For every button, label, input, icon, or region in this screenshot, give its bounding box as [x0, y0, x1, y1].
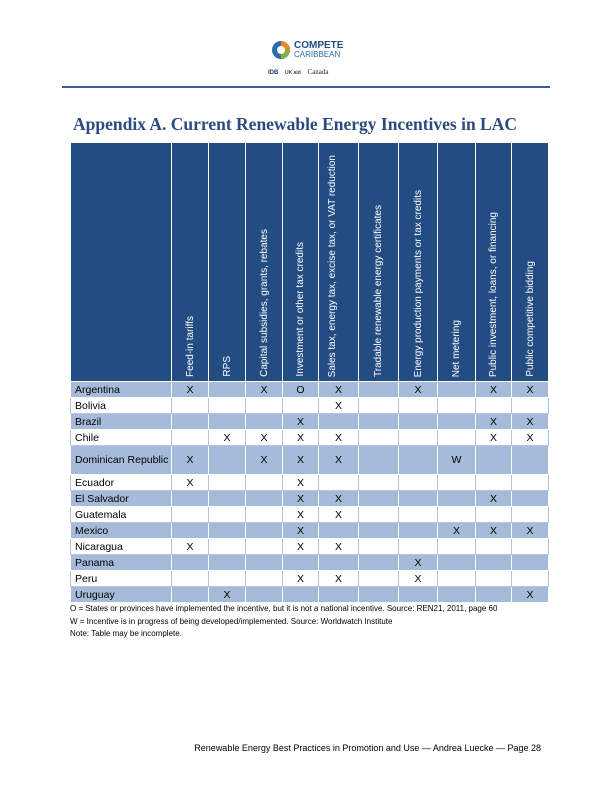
cell-col-3: O	[283, 382, 319, 398]
cell-col-1: X	[209, 587, 246, 603]
cell-col-1	[209, 555, 246, 571]
cell-col-4: X	[319, 446, 359, 475]
table-row	[71, 571, 549, 587]
cell-col-9	[512, 555, 549, 571]
table-notes	[70, 603, 548, 641]
cell-col-6: X	[399, 382, 438, 398]
cell-col-4: X	[319, 539, 359, 555]
row-country: Nicaragua	[71, 539, 172, 555]
cell-col-3: X	[283, 430, 319, 446]
row-country: Guatemala	[71, 507, 172, 523]
cell-col-2	[246, 571, 283, 587]
table-row	[71, 414, 549, 430]
cell-col-5	[359, 523, 399, 539]
cell-col-6	[399, 507, 438, 523]
cell-col-0	[172, 414, 209, 430]
header-col-2: Capital subsidies, grants, rebates	[246, 143, 283, 382]
header-col-3: Investment or other tax credits	[283, 143, 319, 382]
cell-col-8: X	[476, 430, 512, 446]
table-row	[71, 382, 549, 398]
cell-col-3: X	[283, 475, 319, 491]
cell-col-1	[209, 398, 246, 414]
cell-col-4: X	[319, 398, 359, 414]
cell-col-8	[476, 398, 512, 414]
cell-col-1	[209, 571, 246, 587]
cell-col-5	[359, 430, 399, 446]
cell-col-6	[399, 475, 438, 491]
cell-col-6	[399, 398, 438, 414]
cell-col-0: X	[172, 539, 209, 555]
cell-col-7	[438, 587, 476, 603]
header-col-4: Sales tax, energy tax, excise tax, or VAT reduction	[319, 143, 359, 382]
cell-col-9	[512, 491, 549, 507]
cell-col-3	[283, 398, 319, 414]
row-country: Panama	[71, 555, 172, 571]
row-country: El Salvador	[71, 491, 172, 507]
cell-col-2: X	[246, 430, 283, 446]
cell-col-4	[319, 523, 359, 539]
cell-col-5	[359, 398, 399, 414]
cell-col-5	[359, 507, 399, 523]
cell-col-0	[172, 430, 209, 446]
header-col-6: Energy production payments or tax credits	[399, 143, 438, 382]
cell-col-8: X	[476, 382, 512, 398]
row-country: Dominican Republic	[71, 446, 172, 475]
cell-col-9: X	[512, 414, 549, 430]
cell-col-3	[283, 587, 319, 603]
cell-col-6	[399, 491, 438, 507]
cell-col-7	[438, 414, 476, 430]
cell-col-9	[512, 446, 549, 475]
cell-col-6: X	[399, 555, 438, 571]
cell-col-3: X	[283, 539, 319, 555]
cell-col-1	[209, 382, 246, 398]
cell-col-5	[359, 555, 399, 571]
cell-col-1	[209, 475, 246, 491]
cell-col-2	[246, 523, 283, 539]
cell-col-2: X	[246, 382, 283, 398]
cell-col-8: X	[476, 523, 512, 539]
header-col-9: Public competitive bidding	[512, 143, 549, 382]
cell-col-5	[359, 587, 399, 603]
cell-col-4	[319, 414, 359, 430]
cell-col-1	[209, 446, 246, 475]
cell-col-1	[209, 539, 246, 555]
cell-col-5	[359, 382, 399, 398]
cell-col-6	[399, 539, 438, 555]
table-row	[71, 523, 549, 539]
cell-col-9	[512, 507, 549, 523]
cell-col-1	[209, 507, 246, 523]
row-country: Bolivia	[71, 398, 172, 414]
table-header-row	[71, 143, 549, 382]
cell-col-3	[283, 555, 319, 571]
sponsor-canada: Canada	[307, 68, 329, 76]
cell-col-5	[359, 475, 399, 491]
cell-col-4: X	[319, 430, 359, 446]
cell-col-1: X	[209, 430, 246, 446]
cell-col-2	[246, 398, 283, 414]
cell-col-5	[359, 571, 399, 587]
sponsor-ukaid: UK aid	[285, 70, 301, 76]
cell-col-5	[359, 539, 399, 555]
cell-col-8: X	[476, 491, 512, 507]
cell-col-0	[172, 523, 209, 539]
page-footer: Renewable Energy Best Practices in Promotion and Use — Andrea Luecke — Page 28	[194, 743, 541, 753]
cell-col-0	[172, 555, 209, 571]
cell-col-3: X	[283, 507, 319, 523]
cell-col-2	[246, 507, 283, 523]
table-body	[71, 382, 549, 603]
cell-col-0	[172, 507, 209, 523]
cell-col-8: X	[476, 414, 512, 430]
cell-col-3: X	[283, 491, 319, 507]
header-logo	[0, 40, 612, 80]
cell-col-7	[438, 571, 476, 587]
cell-col-9: X	[512, 430, 549, 446]
cell-col-7	[438, 555, 476, 571]
cell-col-6	[399, 430, 438, 446]
table-row	[71, 475, 549, 491]
row-country: Ecuador	[71, 475, 172, 491]
cell-col-0: X	[172, 382, 209, 398]
cell-col-5	[359, 446, 399, 475]
cell-col-8	[476, 555, 512, 571]
cell-col-9	[512, 571, 549, 587]
logo-line-1: COMPETE	[294, 40, 344, 51]
header-col-5: Tradable renewable energy certificates	[359, 143, 399, 382]
cell-col-9	[512, 539, 549, 555]
cell-col-2	[246, 414, 283, 430]
table-row	[71, 555, 549, 571]
cell-col-8	[476, 446, 512, 475]
cell-col-6	[399, 446, 438, 475]
cell-col-0: X	[172, 446, 209, 475]
table-row	[71, 446, 549, 475]
cell-col-4: X	[319, 571, 359, 587]
cell-col-7: W	[438, 446, 476, 475]
header-col-1: RPS	[209, 143, 246, 382]
cell-col-9: X	[512, 523, 549, 539]
cell-col-4: X	[319, 491, 359, 507]
table-row	[71, 430, 549, 446]
cell-col-3: X	[283, 571, 319, 587]
cell-col-2	[246, 475, 283, 491]
cell-col-0	[172, 587, 209, 603]
cell-col-3: X	[283, 414, 319, 430]
cell-col-9: X	[512, 587, 549, 603]
cell-col-8	[476, 475, 512, 491]
row-country: Mexico	[71, 523, 172, 539]
cell-col-6	[399, 414, 438, 430]
header-col-0: Feed-in tariffs	[172, 143, 209, 382]
table-row	[71, 398, 549, 414]
cell-col-6	[399, 523, 438, 539]
header-col-7: Net metering	[438, 143, 476, 382]
cell-col-6	[399, 587, 438, 603]
cell-col-7	[438, 539, 476, 555]
cell-col-9	[512, 398, 549, 414]
sponsor-logos	[268, 67, 334, 77]
cell-col-7	[438, 430, 476, 446]
cell-col-0: X	[172, 475, 209, 491]
cell-col-6: X	[399, 571, 438, 587]
cell-col-5	[359, 414, 399, 430]
cell-col-8	[476, 539, 512, 555]
row-country: Peru	[71, 571, 172, 587]
cell-col-1	[209, 414, 246, 430]
cell-col-0	[172, 571, 209, 587]
cell-col-9	[512, 475, 549, 491]
cell-col-8	[476, 507, 512, 523]
logo-line-2: CARIBBEAN	[294, 50, 341, 59]
note-o: O = States or provinces have implemented the incentive, but it is not a national incentive. Source: REN21, 2011, page 60	[70, 604, 498, 613]
row-country: Brazil	[71, 414, 172, 430]
cell-col-4: X	[319, 382, 359, 398]
page-title: Appendix A. Current Renewable Energy Incentives in LAC	[73, 114, 518, 134]
cell-col-2: X	[246, 446, 283, 475]
cell-col-2	[246, 539, 283, 555]
compete-caribbean-logo-icon	[271, 40, 291, 60]
row-country: Uruguay	[71, 587, 172, 603]
sponsor-idb: IDB	[268, 70, 279, 76]
cell-col-7: X	[438, 523, 476, 539]
cell-col-8	[476, 571, 512, 587]
cell-col-2	[246, 491, 283, 507]
header-country	[71, 143, 172, 382]
header-rule	[62, 86, 550, 88]
cell-col-0	[172, 398, 209, 414]
cell-col-7	[438, 398, 476, 414]
cell-col-3: X	[283, 446, 319, 475]
cell-col-3: X	[283, 523, 319, 539]
cell-col-5	[359, 491, 399, 507]
cell-col-7	[438, 382, 476, 398]
cell-col-7	[438, 491, 476, 507]
cell-col-4	[319, 475, 359, 491]
incentives-table	[70, 142, 549, 603]
cell-col-4	[319, 587, 359, 603]
cell-col-4	[319, 555, 359, 571]
note-w: W = Incentive is in progress of being developed/implemented. Source: Worldwatch Institute	[70, 616, 393, 626]
cell-col-9: X	[512, 382, 549, 398]
cell-col-4: X	[319, 507, 359, 523]
note-general: Note: Table may be incomplete.	[70, 629, 182, 638]
cell-col-8	[476, 587, 512, 603]
cell-col-1	[209, 523, 246, 539]
cell-col-7	[438, 507, 476, 523]
row-country: Argentina	[71, 382, 172, 398]
row-country: Chile	[71, 430, 172, 446]
header-col-8: Public investment, loans, or financing	[476, 143, 512, 382]
cell-col-2	[246, 555, 283, 571]
cell-col-7	[438, 475, 476, 491]
cell-col-0	[172, 491, 209, 507]
cell-col-2	[246, 587, 283, 603]
table-row	[71, 507, 549, 523]
table-row	[71, 539, 549, 555]
cell-col-1	[209, 491, 246, 507]
table-row	[71, 491, 549, 507]
table-row	[71, 587, 549, 603]
